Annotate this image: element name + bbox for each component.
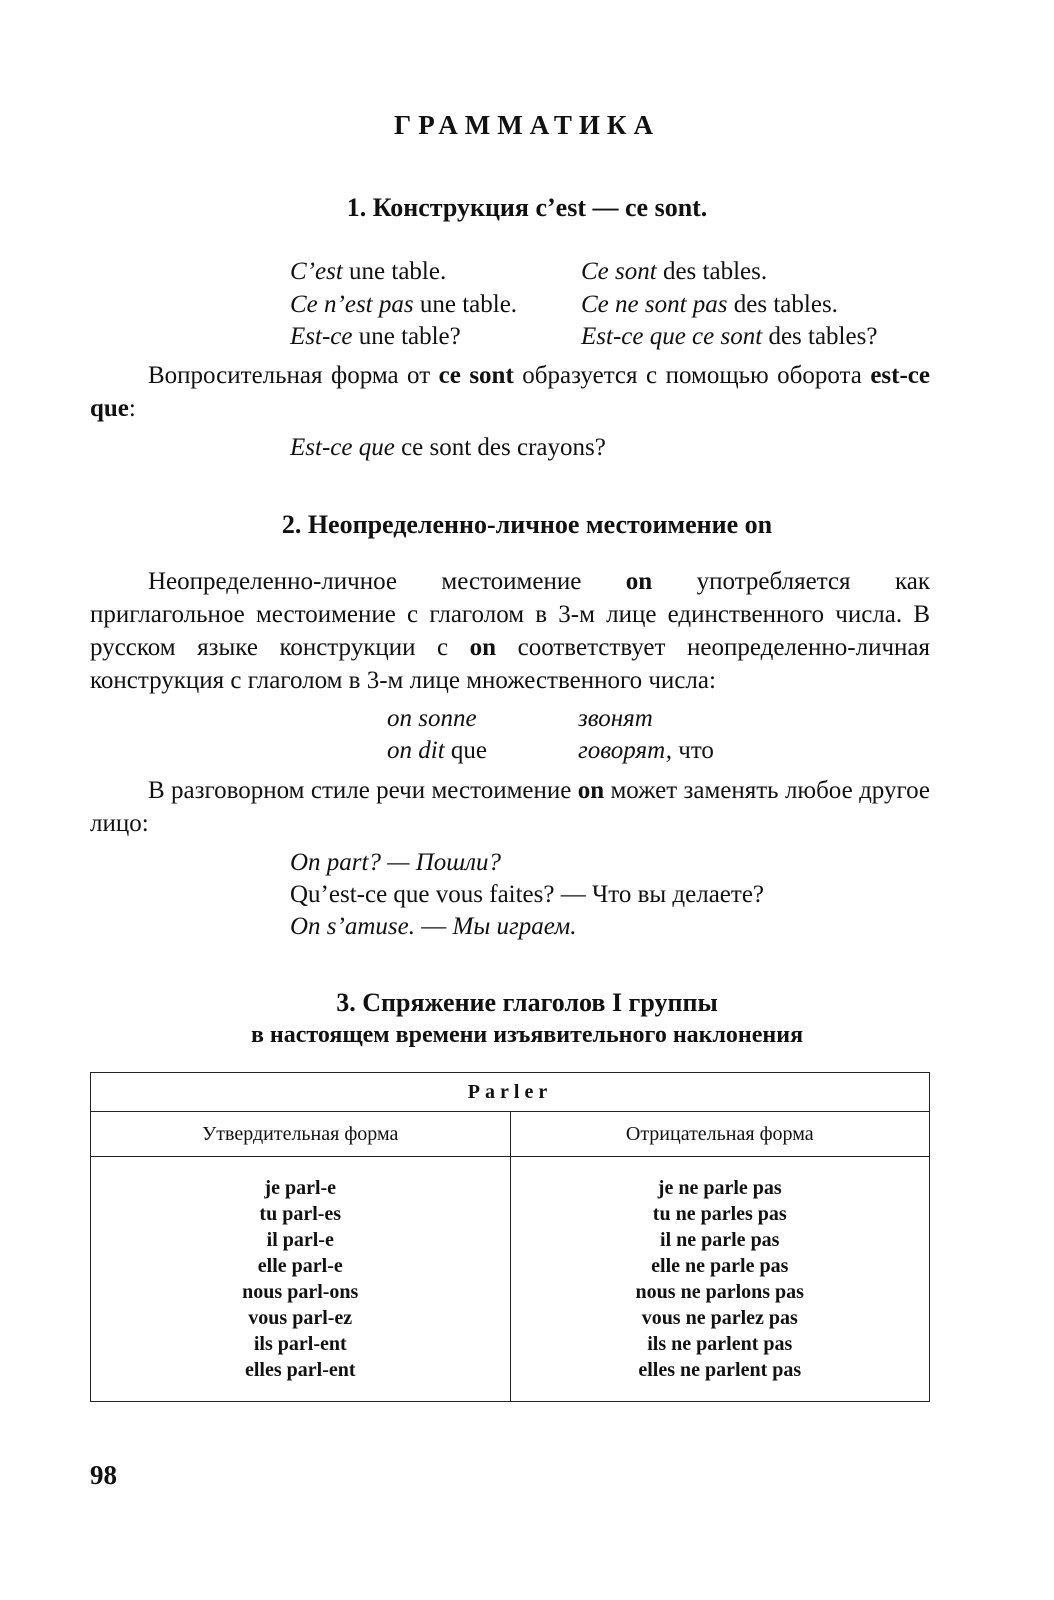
- table-cell: nous ne parlons pas: [635, 1281, 804, 1303]
- table-cell: elle parl-e: [257, 1255, 343, 1277]
- table-cell: vous parl-ez: [248, 1307, 353, 1329]
- section-1-example: Est-ce que ce sont des crayons?: [290, 434, 606, 461]
- example-right-3: Est-ce que ce sont des tables?: [581, 323, 878, 350]
- conjugation-table: [90, 1072, 930, 1402]
- verb-header: Parler: [91, 1073, 930, 1112]
- table-cell: ils ne parlent pas: [647, 1333, 793, 1355]
- example-left-1: C’est une table.: [290, 258, 447, 285]
- section-3-heading-line-1: 3. Спряжение глаголов I группы: [336, 988, 718, 1017]
- table-cell: tu parl-es: [259, 1203, 342, 1225]
- table-cell: tu ne parles pas: [652, 1203, 787, 1225]
- page-number: 98: [90, 1460, 117, 1490]
- affirmative-forms: [91, 1157, 511, 1402]
- pair-french-2: on dit que: [387, 737, 488, 764]
- table-cell: ils parl-ent: [253, 1333, 347, 1355]
- section-1-paragraph: Вопросительная форма от ce sont образуется с помощью оборота est-ce que:: [90, 362, 930, 422]
- table-cell: je parl-e: [264, 1177, 337, 1199]
- section-3-heading-line-2: в настоящем времени изъявительного наклонения: [250, 1022, 804, 1048]
- example-left-3: Est-ce une table?: [290, 323, 461, 350]
- example-right-1: Ce sont des tables.: [581, 258, 768, 285]
- table-cell: vous ne parlez pas: [641, 1307, 798, 1329]
- section-2-heading: 2. Неопределенно-личное местоимение on: [281, 510, 773, 539]
- table-cell: elles parl-ent: [244, 1359, 356, 1381]
- pair-russian-2: говорят, что: [578, 737, 714, 764]
- dialog-line-3: On s’amuse. — Мы играем.: [290, 913, 577, 940]
- column-header-affirmative: Утвердительная форма: [91, 1112, 511, 1157]
- page-title: ГРАММАТИКА: [394, 110, 660, 140]
- pair-russian-1: звонят: [578, 705, 653, 732]
- dialog-line-2: Qu’est-ce que vous faites? — Что вы делаете?: [290, 881, 765, 908]
- section-2-paragraph-1: Неопределенно-личное местоимение on употребляется как приглагольное местоимение с глаголом в 3-м лице единственного числа. В русском языке конструкции с on соответствует неопределенно-личная конструкция с глаголом в 3-м лице множественного числа:: [90, 568, 930, 694]
- table-cell: elle ne parle pas: [651, 1255, 789, 1277]
- example-left-2: Ce n’est pas une table.: [290, 291, 518, 318]
- table-cell: je ne parle pas: [657, 1177, 782, 1199]
- table-cell: il ne parle pas: [660, 1229, 780, 1251]
- column-header-negative: Отрицательная форма: [510, 1112, 930, 1157]
- table-cell: elles ne parlent pas: [638, 1359, 802, 1381]
- dialog-line-1: On part? — Пошли?: [290, 849, 502, 876]
- table-cell: il parl-e: [266, 1229, 334, 1251]
- example-right-2: Ce ne sont pas des tables.: [581, 291, 838, 318]
- section-2-paragraph-2: В разговорном стиле речи местоимение on может заменять любое другое лицо:: [90, 777, 930, 837]
- section-1-heading: 1. Конструкция c’est — ce sont.: [346, 193, 708, 222]
- table-cell: nous parl-ons: [242, 1281, 359, 1303]
- pair-french-1: on sonne: [387, 705, 477, 732]
- negative-forms: [510, 1157, 930, 1402]
